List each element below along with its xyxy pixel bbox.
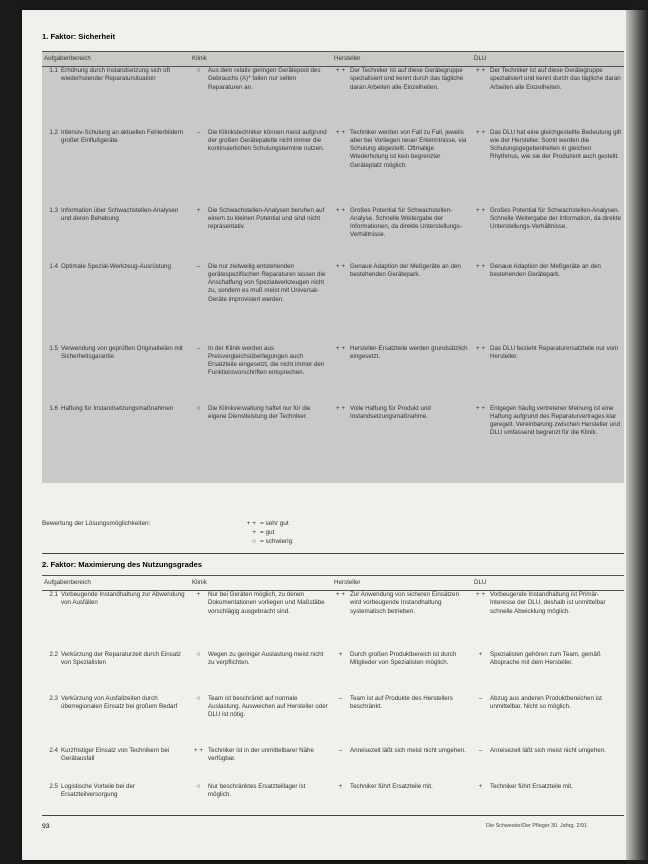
footer-rule xyxy=(42,815,624,816)
rating-symbol: + + xyxy=(476,262,485,270)
rating-symbol: – xyxy=(338,694,343,702)
hersteller-text: Techniker werden von Fall zu Fall, jeweils aber bei Vorliegen neuer Erkenntnisse, via Schulung abgestellt. Oftmalige Wiederholung ist kein begrenzter Geräteplatz möglich. xyxy=(350,128,467,169)
dlu-text: Spezialisten gehören zum Team, gemäß Absprache mit dem Hersteller. xyxy=(490,650,601,666)
task-cell xyxy=(42,783,190,807)
row-number: 2.4 xyxy=(49,746,58,754)
dlu-cell xyxy=(472,591,624,651)
rating-symbol: + + xyxy=(336,206,345,214)
row-number: 1.2 xyxy=(49,128,58,136)
klinik-cell xyxy=(190,591,332,651)
dlu-cell xyxy=(472,651,624,695)
table-row xyxy=(42,67,624,129)
row-number: 2.5 xyxy=(49,782,58,790)
task-cell xyxy=(42,129,190,207)
task-cell xyxy=(42,747,190,783)
hersteller-text: Volle Haftung für Produkt und Instandsetzungsmaßnahme. xyxy=(350,404,431,420)
klinik-cell xyxy=(190,747,332,783)
table-row xyxy=(42,783,624,807)
klinik-text: Wegen zu geringer Auslastung meist nicht zu verpflichten. xyxy=(208,650,324,666)
task-cell xyxy=(42,345,190,405)
header-klinik: Klinik xyxy=(190,52,332,67)
header-klinik: Klinik xyxy=(190,576,332,591)
table-row xyxy=(42,405,624,483)
task-cell xyxy=(42,405,190,483)
section2-header-row xyxy=(42,576,624,591)
task-text: Haftung für Instandsetzungsmaßnahmen xyxy=(61,404,174,412)
task-text: Kurzfristiger Einsatz von Technikern bei Gerätausfall xyxy=(61,746,170,762)
task-cell xyxy=(42,207,190,263)
table-row xyxy=(42,129,624,207)
klinik-text: Nur beschränktes Ersatzteillager ist möglich. xyxy=(208,782,306,798)
task-text: Intensiv-Schulung an aktuellen Fehlerbildern großer Einflußgeräte xyxy=(61,128,184,144)
row-number: 2.1 xyxy=(49,591,58,598)
rating-symbol: – xyxy=(338,746,343,754)
klinik-cell xyxy=(190,207,332,263)
section1-header-row xyxy=(42,52,624,67)
hersteller-cell xyxy=(332,591,472,651)
rating-symbol: + + xyxy=(476,128,485,136)
klinik-text: Die Schwachstellen-Analysen beruhen auf einem zu kleinen Potential und sind nicht repräsentativ. xyxy=(208,206,325,231)
row-number: 2.3 xyxy=(49,694,58,702)
task-text: Verwendung von geprüften Originalteilen mit Sicherheitsgarantie xyxy=(61,344,183,360)
hersteller-cell xyxy=(332,405,472,483)
rating-symbol: + + xyxy=(336,128,345,136)
rating-symbol: – xyxy=(478,694,483,702)
rating-symbol: + + xyxy=(476,591,485,598)
dlu-text: Techniker führt Ersatzteile mit. xyxy=(490,782,573,790)
hersteller-cell xyxy=(332,207,472,263)
legend-item xyxy=(236,520,356,529)
rating-symbol: ○ xyxy=(196,404,201,412)
row-number: 1.1 xyxy=(49,67,58,74)
hersteller-cell xyxy=(332,747,472,783)
hersteller-cell xyxy=(332,263,472,345)
dlu-text: Großes Potential für Schwachstellen-Analysen. Schnelle Weitergabe der Information, da direkte Unterstellungs-Verhältnisse. xyxy=(490,206,621,231)
rating-symbol: ○ xyxy=(196,694,201,702)
hersteller-text: Genaue Adaption der Meßgeräte an den bestehenden Gerätepark. xyxy=(350,262,461,278)
klinik-text: Aus dem relativ geringen Gerätepool des Gebrauchs (A)* fallen nur selten Reparaturen an. xyxy=(208,67,321,91)
rating-symbol: + + xyxy=(476,404,485,412)
table-row xyxy=(42,207,624,263)
legend-item xyxy=(236,538,356,547)
hersteller-text: Hersteller-Ersatzteile werden grundsätzlich eingesetzt. xyxy=(350,344,468,360)
journal-reference: Die Schwester/Der Pfleger 30. Jahrg. 2/91 xyxy=(486,823,587,829)
rating-symbol: + xyxy=(196,206,201,214)
dlu-cell xyxy=(472,783,624,807)
table-row xyxy=(42,263,624,345)
klinik-text: Techniker ist in der unmittelbarer Nähe verfügbar. xyxy=(208,746,314,762)
task-text: Vorbeugende Instandhaltung zur Abwendung von Ausfällen xyxy=(61,591,185,607)
rating-symbol: ○ xyxy=(196,782,201,790)
rating-symbol: ○ xyxy=(196,67,201,74)
section1-title: 1. Faktor: Sicherheit xyxy=(42,32,116,41)
hersteller-cell xyxy=(332,695,472,747)
klinik-cell xyxy=(190,129,332,207)
klinik-cell xyxy=(190,345,332,405)
dlu-cell xyxy=(472,695,624,747)
section2-title: 2. Faktor: Maximierung des Nutzungsgrades xyxy=(42,560,202,569)
hersteller-cell xyxy=(332,345,472,405)
dlu-cell xyxy=(472,345,624,405)
rating-symbol: – xyxy=(478,746,483,754)
dlu-text: Das DLU bezieht Reparaturersatzteile nur vom Hersteller. xyxy=(490,344,619,360)
rating-symbol: + xyxy=(478,650,483,658)
task-text: Optimale Spezial-Werkzeug-Ausrüstung xyxy=(61,262,171,270)
table-row xyxy=(42,591,624,651)
table-row xyxy=(42,747,624,783)
dlu-text: Genaue Adaption der Meßgeräte an den bestehenden Gerätepark. xyxy=(490,262,601,278)
header-hersteller: Hersteller xyxy=(332,52,472,67)
row-number: 1.3 xyxy=(49,206,58,214)
legend-label: Bewertung der Lösungsmöglichkeiten: xyxy=(42,520,151,527)
row-number: 2.2 xyxy=(49,650,58,658)
dlu-text: Das DLU hat eine gleichgestellte Bedeutung gilt wie der Hersteller. Somit werden die Schulungsgegebenheiten in gleichen Rhythmus, wie sie der Produzent auch gestellt. xyxy=(490,128,622,161)
legend-symbol: ○ xyxy=(252,538,256,545)
dlu-cell xyxy=(472,747,624,783)
rating-symbol: – xyxy=(196,344,201,352)
page-number: 93 xyxy=(42,823,50,830)
rating-symbol: + + xyxy=(476,67,485,74)
task-cell xyxy=(42,695,190,747)
task-cell xyxy=(42,651,190,695)
hersteller-text: Großes Potential für Schwachstellen-Analyse. Schnelle Weitergabe der Informationen, da direkte Unterstellungs-Verhältnisse. xyxy=(350,206,462,239)
hersteller-cell xyxy=(332,651,472,695)
task-cell xyxy=(42,591,190,651)
rating-symbol: + + xyxy=(336,344,345,352)
table-row xyxy=(42,651,624,695)
dlu-cell xyxy=(472,129,624,207)
legend-text: = gut xyxy=(260,529,275,536)
task-text: Verkürzung der Reparaturzeit durch Einsatz von Spezialisten xyxy=(61,650,182,666)
rating-symbol: + xyxy=(478,782,483,790)
task-text: Logistische Vorteile bei der Ersatzteilversorgung xyxy=(61,782,135,798)
hersteller-text: Durch großen Produktbereich ist durch Mitglieder von Spezialisten möglich. xyxy=(350,650,457,666)
task-text: Information über Schwachstellen-Analysen und deren Behebung xyxy=(61,206,179,222)
legend-symbol: + + xyxy=(246,520,256,527)
klinik-cell xyxy=(190,783,332,807)
rating-symbol: – xyxy=(196,128,201,136)
row-number: 1.4 xyxy=(49,262,58,270)
klinik-cell xyxy=(190,405,332,483)
hersteller-text: Team ist auf Produkte des Herstellers beschränkt. xyxy=(350,694,453,710)
header-aufgabenbereich: Aufgabenbereich xyxy=(42,576,190,591)
legend-text: = sehr gut xyxy=(260,520,289,527)
legend-symbol: + xyxy=(252,529,256,536)
dlu-text: Abzug aus anderen Produktbereichen ist unmittelbar. Nicht so möglich. xyxy=(490,694,602,710)
hersteller-cell xyxy=(332,783,472,807)
hersteller-cell xyxy=(332,129,472,207)
klinik-text: Die Klinikverwaltung haftet nur für die eigene Dienstleistung der Techniker. xyxy=(208,404,311,420)
rating-symbol: + xyxy=(196,591,201,598)
dlu-cell xyxy=(472,263,624,345)
section1-table xyxy=(42,51,624,483)
klinik-text: Die Klinikstechniker können meist aufgrund der großen Gerätepalette nicht immer die kontinuierlichen Schulungstermine nutzen. xyxy=(208,128,327,153)
rating-symbol: + + xyxy=(336,591,345,598)
klinik-cell xyxy=(190,263,332,345)
table-row xyxy=(42,695,624,747)
dlu-text: Vorbeugende Instandhaltung ist Primär-Interesse der DLU, deshalb ist unmittelbar schnelle Abwicklung möglich. xyxy=(490,591,606,615)
rating-symbol: + + xyxy=(336,262,345,270)
section-divider xyxy=(42,553,624,554)
rating-symbol: ○ xyxy=(196,650,201,658)
klinik-text: Nur bei Geräten möglich, zu denen Dokumentationen vorliegen und Maßstäbe vorschlägig ausgebracht sind. xyxy=(208,591,325,615)
legend-item xyxy=(236,529,356,538)
klinik-cell xyxy=(190,651,332,695)
hersteller-text: Techniker führt Ersatzteile mit. xyxy=(350,782,433,790)
hersteller-text: Der Techniker ist auf diese Gerätegruppe spezialisiert und kennt durch das tägliche daran Arbeiten alle Einzelheiten. xyxy=(350,67,464,91)
table-row xyxy=(42,345,624,405)
rating-symbol: + xyxy=(338,782,343,790)
legend-text: = schwierig xyxy=(260,538,293,545)
dlu-text: Der Techniker ist auf diese Gerätegruppe spezialisiert und kennt durch das tägliche daran Arbeiten alle Einzelheiten. xyxy=(490,67,621,91)
hersteller-text: Zur Anwendung von sicheren Einsätzen wird vorbeugende Instandhaltung systematisch betrieben. xyxy=(350,591,460,615)
rating-symbol: + + xyxy=(194,746,203,754)
rating-symbol: + + xyxy=(476,206,485,214)
row-number: 1.5 xyxy=(49,344,58,352)
klinik-cell xyxy=(190,695,332,747)
hersteller-text: Anreisezeit läßt sich meist nicht umgehen. xyxy=(350,746,466,754)
dlu-cell xyxy=(472,405,624,483)
task-text: Erhöhung durch Instandsetzung sich oft wiederholender Reparatursituation xyxy=(61,67,171,83)
hersteller-cell xyxy=(332,67,472,129)
header-aufgabenbereich: Aufgabenbereich xyxy=(42,52,190,67)
dlu-text: Entgegen häufig vertretener Meinung ist eine Haftung aufgrund des Reparaturvertrages klar geregelt. Vereinbarung zwischen Hersteller und DLU umfassend begrenzt für die Klinik. xyxy=(490,404,621,437)
rating-symbol: – xyxy=(196,262,201,270)
rating-symbol: + + xyxy=(476,344,485,352)
klinik-text: In der Klinik werden aus Preisvergleichsüberlegungen auch Ersatzteile eingesetzt, die nicht immer den Funktionsvorschriften entsprechen. xyxy=(208,344,325,377)
task-text: Verkürzung von Ausfallzeiten durch überregionalen Einsatz bei großem Bedarf xyxy=(61,694,178,710)
dlu-cell xyxy=(472,67,624,129)
rating-symbol: + + xyxy=(336,67,345,74)
dlu-cell xyxy=(472,207,624,263)
task-cell xyxy=(42,67,190,129)
klinik-text: Die nur zeitweilig entstehenden gerätespezifischen Reparaturen lassen die Anschaffung von Spezialwerkzeugen nicht zu, sondern es muß meist mit Universal-Geräte improvisiert werden. xyxy=(208,262,326,303)
klinik-text: Team ist beschränkt auf normale Auslastung. Ausweichen auf Hersteller oder DLU ist nötig. xyxy=(208,694,328,719)
klinik-cell xyxy=(190,67,332,129)
header-dlu: DLU xyxy=(472,52,624,67)
rating-symbol: + xyxy=(338,650,343,658)
header-hersteller: Hersteller xyxy=(332,576,472,591)
header-dlu: DLU xyxy=(472,576,624,591)
rating-symbol: + + xyxy=(336,404,345,412)
task-cell xyxy=(42,263,190,345)
row-number: 1.6 xyxy=(49,404,58,412)
scan-shadow-edge xyxy=(626,10,648,860)
dlu-text: Anreisezeit läßt sich meist nicht umgehen. xyxy=(490,746,606,754)
section2-table xyxy=(42,575,624,807)
